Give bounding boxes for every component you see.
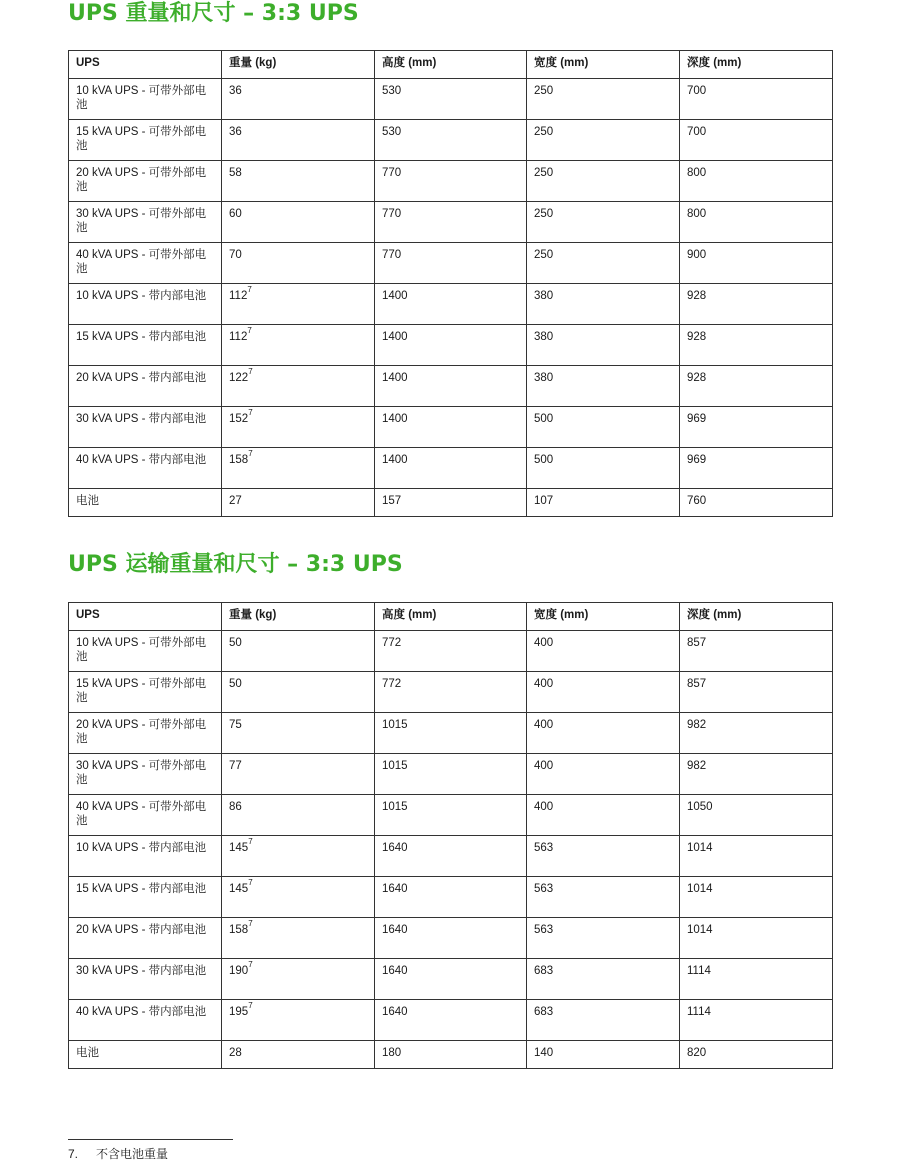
weight-cell-value: 70 [229, 249, 242, 261]
column-header-ups: UPS [69, 51, 222, 79]
table-row [69, 754, 833, 795]
height-cell-value: 770 [382, 249, 402, 261]
depth-cell [680, 79, 833, 120]
width-cell-value: 380 [534, 290, 554, 302]
height-cell [375, 959, 527, 1000]
ups-cell-value: 40 kVA UPS - 带内部电池 [76, 1006, 207, 1018]
depth-cell [680, 754, 833, 795]
depth-cell [680, 795, 833, 836]
column-header-width: 宽度 (mm) [527, 603, 680, 631]
weight-cell [222, 631, 375, 672]
depth-cell-value: 1014 [687, 883, 713, 895]
height-cell [375, 754, 527, 795]
ups-cell [69, 795, 222, 836]
depth-cell [680, 407, 833, 448]
ups-cell-value: 电池 [76, 495, 99, 507]
ups-cell [69, 918, 222, 959]
depth-cell-value: 928 [687, 372, 707, 384]
depth-cell-value: 969 [687, 413, 707, 425]
table-row [69, 202, 833, 243]
width-cell [527, 366, 680, 407]
height-cell [375, 631, 527, 672]
weight-cell-value: 58 [229, 167, 242, 179]
height-cell-value: 770 [382, 167, 402, 179]
width-cell-value: 563 [534, 924, 554, 936]
ups-cell-value: 30 kVA UPS - 可带外部电池 [76, 760, 207, 786]
ups-cell-value: 10 kVA UPS - 带内部电池 [76, 290, 207, 302]
footnote-reference: 7 [248, 919, 253, 928]
depth-cell [680, 1000, 833, 1041]
depth-cell-value: 1050 [687, 801, 713, 813]
width-cell [527, 489, 680, 517]
ups-cell [69, 836, 222, 877]
width-cell-value: 380 [534, 372, 554, 384]
width-cell [527, 202, 680, 243]
weight-cell-value: 152 [229, 413, 249, 425]
ups-cell-value: 10 kVA UPS - 可带外部电池 [76, 637, 207, 663]
depth-cell-value: 982 [687, 760, 707, 772]
height-cell-value: 1015 [382, 719, 408, 731]
height-cell-value: 1640 [382, 842, 408, 854]
footnote-reference: 7 [248, 408, 253, 417]
width-cell [527, 754, 680, 795]
height-cell-value: 157 [382, 495, 402, 507]
footnote-reference: 7 [248, 449, 253, 458]
depth-cell-value: 1014 [687, 924, 713, 936]
height-cell [375, 448, 527, 489]
depth-cell [680, 366, 833, 407]
width-cell [527, 959, 680, 1000]
footnote-number: 7. [68, 1147, 79, 1161]
weight-cell-value: 77 [229, 760, 242, 772]
height-cell-value: 772 [382, 678, 402, 690]
weight-cell [222, 795, 375, 836]
footnote-reference: 7 [248, 960, 253, 969]
ups-cell [69, 631, 222, 672]
ups-cell [69, 202, 222, 243]
weight-cell-value: 158 [229, 454, 249, 466]
table-row [69, 407, 833, 448]
footnote-reference: 7 [248, 837, 253, 846]
ups-cell-value: 40 kVA UPS - 可带外部电池 [76, 801, 207, 827]
width-cell-value: 683 [534, 965, 554, 977]
width-cell [527, 448, 680, 489]
height-cell-value: 1400 [382, 454, 408, 466]
weight-cell [222, 1000, 375, 1041]
height-cell [375, 366, 527, 407]
table-header-row [69, 51, 833, 79]
depth-cell-value: 700 [687, 126, 707, 138]
ups-cell-value: 30 kVA UPS - 带内部电池 [76, 965, 207, 977]
table-row [69, 795, 833, 836]
table-row [69, 79, 833, 120]
height-cell-value: 530 [382, 126, 402, 138]
column-header-depth: 深度 (mm) [680, 603, 833, 631]
weight-cell-value: 195 [229, 1006, 249, 1018]
ups-cell-value: 10 kVA UPS - 可带外部电池 [76, 85, 207, 111]
ups-cell [69, 243, 222, 284]
width-cell-value: 400 [534, 801, 554, 813]
footnote-reference: 7 [248, 1001, 253, 1010]
depth-cell-value: 900 [687, 249, 707, 261]
ups-cell [69, 284, 222, 325]
weight-cell-value: 112 [229, 290, 248, 302]
depth-cell-value: 700 [687, 85, 707, 97]
width-cell-value: 250 [534, 126, 554, 138]
depth-cell [680, 243, 833, 284]
ups-cell [69, 120, 222, 161]
width-cell-value: 563 [534, 842, 554, 854]
height-cell [375, 877, 527, 918]
depth-cell-value: 1014 [687, 842, 713, 854]
weight-cell-value: 158 [229, 924, 249, 936]
height-cell [375, 489, 527, 517]
table-row [69, 1041, 833, 1069]
column-header-ups: UPS [69, 603, 222, 631]
height-cell [375, 243, 527, 284]
ups-cell-value: 20 kVA UPS - 可带外部电池 [76, 719, 207, 745]
height-cell [375, 407, 527, 448]
weight-cell [222, 202, 375, 243]
ups-cell [69, 161, 222, 202]
weight-cell-value: 60 [229, 208, 242, 220]
column-header-height: 高度 (mm) [375, 51, 527, 79]
width-cell [527, 795, 680, 836]
ups-cell-value: 15 kVA UPS - 带内部电池 [76, 883, 207, 895]
height-cell-value: 180 [382, 1047, 402, 1059]
width-cell-value: 250 [534, 85, 554, 97]
table-row [69, 366, 833, 407]
section-title: UPS 运输重量和尺寸 – 3:3 UPS [68, 552, 403, 577]
width-cell [527, 79, 680, 120]
ups-cell [69, 366, 222, 407]
depth-cell-value: 857 [687, 678, 707, 690]
ups-cell-value: 20 kVA UPS - 可带外部电池 [76, 167, 207, 193]
height-cell-value: 772 [382, 637, 402, 649]
ups-cell-value: 40 kVA UPS - 带内部电池 [76, 454, 207, 466]
height-cell-value: 1015 [382, 801, 408, 813]
width-cell [527, 1000, 680, 1041]
depth-cell [680, 120, 833, 161]
width-cell [527, 407, 680, 448]
width-cell [527, 631, 680, 672]
width-cell-value: 500 [534, 413, 554, 425]
depth-cell [680, 836, 833, 877]
depth-cell-value: 820 [687, 1047, 707, 1059]
footnote-reference: 7 [247, 285, 252, 294]
table-row [69, 448, 833, 489]
ups-cell [69, 713, 222, 754]
ups-cell [69, 79, 222, 120]
depth-cell [680, 325, 833, 366]
width-cell [527, 243, 680, 284]
width-cell-value: 107 [534, 495, 554, 507]
depth-cell [680, 672, 833, 713]
weight-cell-value: 190 [229, 965, 249, 977]
table-row [69, 284, 833, 325]
width-cell-value: 400 [534, 637, 554, 649]
width-cell-value: 380 [534, 331, 554, 343]
ups-cell-value: 30 kVA UPS - 可带外部电池 [76, 208, 207, 234]
ups-cell [69, 877, 222, 918]
ups-cell [69, 754, 222, 795]
height-cell [375, 836, 527, 877]
height-cell [375, 1041, 527, 1069]
height-cell [375, 795, 527, 836]
width-cell-value: 563 [534, 883, 554, 895]
ups-cell [69, 1041, 222, 1069]
height-cell [375, 325, 527, 366]
width-cell-value: 400 [534, 719, 554, 731]
depth-cell [680, 877, 833, 918]
height-cell-value: 770 [382, 208, 402, 220]
depth-cell [680, 959, 833, 1000]
width-cell-value: 250 [534, 167, 554, 179]
height-cell [375, 79, 527, 120]
weight-cell [222, 448, 375, 489]
width-cell [527, 120, 680, 161]
column-header-width: 宽度 (mm) [527, 51, 680, 79]
weight-cell [222, 120, 375, 161]
weight-cell-value: 75 [229, 719, 242, 731]
depth-cell [680, 284, 833, 325]
ups-cell [69, 448, 222, 489]
depth-cell-value: 928 [687, 331, 707, 343]
height-cell [375, 1000, 527, 1041]
depth-cell-value: 760 [687, 495, 707, 507]
width-cell [527, 918, 680, 959]
depth-cell [680, 161, 833, 202]
width-cell [527, 836, 680, 877]
weight-cell [222, 713, 375, 754]
depth-cell-value: 982 [687, 719, 707, 731]
depth-cell [680, 489, 833, 517]
weight-cell [222, 366, 375, 407]
ups-shipping-weight-dimensions-table [68, 602, 833, 1069]
height-cell-value: 1400 [382, 290, 408, 302]
table-row [69, 325, 833, 366]
table-row [69, 243, 833, 284]
ups-cell-value: 10 kVA UPS - 带内部电池 [76, 842, 207, 854]
ups-cell-value: 30 kVA UPS - 带内部电池 [76, 413, 207, 425]
weight-cell [222, 407, 375, 448]
height-cell [375, 713, 527, 754]
ups-cell [69, 959, 222, 1000]
weight-cell [222, 325, 375, 366]
weight-cell [222, 836, 375, 877]
height-cell-value: 1640 [382, 924, 408, 936]
depth-cell-value: 928 [687, 290, 707, 302]
height-cell-value: 530 [382, 85, 402, 97]
width-cell-value: 500 [534, 454, 554, 466]
ups-cell-value: 40 kVA UPS - 可带外部电池 [76, 249, 207, 275]
ups-cell [69, 1000, 222, 1041]
height-cell-value: 1400 [382, 372, 408, 384]
width-cell [527, 672, 680, 713]
ups-cell-value: 20 kVA UPS - 带内部电池 [76, 924, 207, 936]
weight-cell-value: 36 [229, 126, 242, 138]
depth-cell [680, 448, 833, 489]
height-cell [375, 120, 527, 161]
weight-cell-value: 145 [229, 883, 249, 895]
depth-cell-value: 1114 [687, 1006, 711, 1018]
table-header-row [69, 603, 833, 631]
column-header-weight: 重量 (kg) [222, 51, 375, 79]
footnote-reference: 7 [248, 367, 253, 376]
weight-cell [222, 1041, 375, 1069]
table-row [69, 120, 833, 161]
height-cell-value: 1015 [382, 760, 408, 772]
weight-cell [222, 754, 375, 795]
weight-cell-value: 86 [229, 801, 242, 813]
footnote-reference: 7 [247, 326, 252, 335]
table-row [69, 672, 833, 713]
width-cell [527, 713, 680, 754]
weight-cell-value: 27 [229, 495, 242, 507]
ups-cell-value: 15 kVA UPS - 可带外部电池 [76, 678, 207, 704]
depth-cell-value: 969 [687, 454, 707, 466]
weight-cell [222, 877, 375, 918]
weight-cell [222, 79, 375, 120]
weight-cell-value: 50 [229, 637, 242, 649]
weight-cell-value: 112 [229, 331, 248, 343]
table-row [69, 1000, 833, 1041]
weight-cell-value: 36 [229, 85, 242, 97]
height-cell-value: 1640 [382, 1006, 408, 1018]
height-cell [375, 672, 527, 713]
weight-cell [222, 243, 375, 284]
table-row [69, 836, 833, 877]
depth-cell [680, 631, 833, 672]
weight-cell-value: 28 [229, 1047, 242, 1059]
depth-cell-value: 800 [687, 167, 707, 179]
weight-cell [222, 489, 375, 517]
ups-cell [69, 407, 222, 448]
footnote-divider [68, 1139, 233, 1140]
height-cell [375, 284, 527, 325]
table-row [69, 959, 833, 1000]
ups-cell [69, 672, 222, 713]
weight-cell [222, 672, 375, 713]
footnote-text: 不含电池重量 [96, 1147, 169, 1161]
ups-cell-value: 20 kVA UPS - 带内部电池 [76, 372, 207, 384]
table-row [69, 631, 833, 672]
height-cell-value: 1400 [382, 331, 408, 343]
depth-cell [680, 713, 833, 754]
weight-cell [222, 959, 375, 1000]
height-cell-value: 1400 [382, 413, 408, 425]
weight-cell [222, 918, 375, 959]
depth-cell-value: 1114 [687, 965, 711, 977]
height-cell-value: 1640 [382, 883, 408, 895]
column-header-depth: 深度 (mm) [680, 51, 833, 79]
column-header-weight: 重量 (kg) [222, 603, 375, 631]
weight-cell-value: 50 [229, 678, 242, 690]
table-row [69, 877, 833, 918]
height-cell [375, 161, 527, 202]
width-cell [527, 1041, 680, 1069]
weight-cell-value: 145 [229, 842, 249, 854]
weight-cell-value: 122 [229, 372, 249, 384]
width-cell [527, 325, 680, 366]
depth-cell-value: 800 [687, 208, 707, 220]
depth-cell [680, 1041, 833, 1069]
ups-cell [69, 325, 222, 366]
height-cell [375, 918, 527, 959]
footnote [68, 1145, 168, 1162]
ups-cell-value: 15 kVA UPS - 带内部电池 [76, 331, 207, 343]
depth-cell [680, 918, 833, 959]
width-cell [527, 877, 680, 918]
width-cell [527, 161, 680, 202]
depth-cell [680, 202, 833, 243]
height-cell-value: 1640 [382, 965, 408, 977]
ups-weight-dimensions-table [68, 50, 833, 517]
table-row [69, 918, 833, 959]
ups-cell-value: 电池 [76, 1047, 99, 1059]
weight-cell [222, 161, 375, 202]
depth-cell-value: 857 [687, 637, 707, 649]
weight-cell [222, 284, 375, 325]
ups-cell [69, 489, 222, 517]
table-row [69, 489, 833, 517]
table-row [69, 713, 833, 754]
section-title: UPS 重量和尺寸 – 3:3 UPS [68, 1, 359, 26]
column-header-height: 高度 (mm) [375, 603, 527, 631]
width-cell-value: 250 [534, 249, 554, 261]
width-cell-value: 400 [534, 678, 554, 690]
width-cell-value: 683 [534, 1006, 554, 1018]
height-cell [375, 202, 527, 243]
table-row [69, 161, 833, 202]
width-cell-value: 400 [534, 760, 554, 772]
width-cell-value: 250 [534, 208, 554, 220]
footnote-reference: 7 [248, 878, 253, 887]
width-cell-value: 140 [534, 1047, 554, 1059]
ups-cell-value: 15 kVA UPS - 可带外部电池 [76, 126, 207, 152]
width-cell [527, 284, 680, 325]
